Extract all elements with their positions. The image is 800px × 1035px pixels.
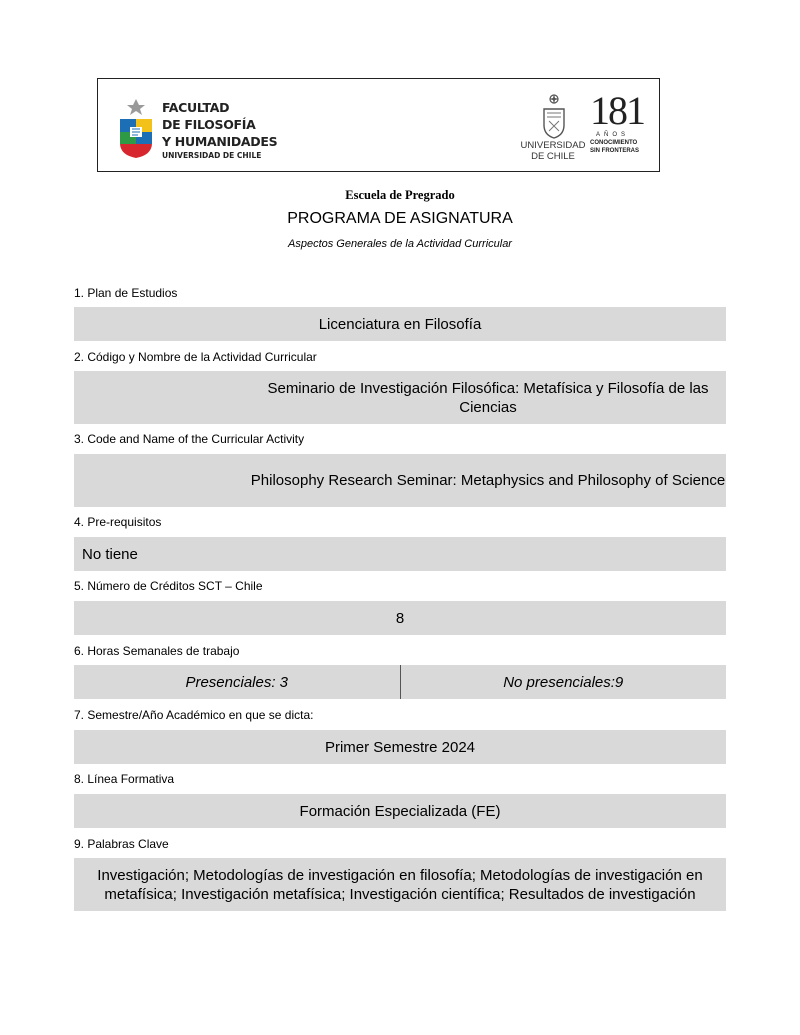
creditos-field [74, 601, 726, 635]
creditos-value: 8 [395, 609, 405, 627]
horas-label: 6. Horas Semanales de trabajo [74, 644, 240, 658]
faculty-logo-line3: Y HUMANIDADES [162, 134, 278, 149]
codigo-label: 2. Código y Nombre de la Actividad Curricular [74, 350, 317, 364]
palabras-value: Investigación; Metodologías de investigación en filosofía; Metodologías de investigación en metafísica; Investigación metafísica; Investigación científica; Resultados de investigación [97, 866, 703, 903]
codigo-field [74, 371, 726, 424]
school-name: Escuela de Pregrado [345, 188, 455, 202]
anniversary-number: 181 [590, 88, 644, 133]
plan-field [74, 307, 726, 341]
prereq-value: No tiene [82, 545, 138, 563]
anniversary-logo [590, 88, 650, 155]
university-logo-line2: DE CHILE [531, 151, 575, 162]
faculty-shield-icon [118, 97, 154, 159]
codigo-value: Seminario de Investigación Filosófica: Metafísica y Filosofía de las Ciencias [267, 379, 709, 416]
plan-label: 1. Plan de Estudios [74, 286, 178, 300]
faculty-logo-line4: UNIVERSIDAD DE CHILE [162, 151, 262, 160]
plan-value: Licenciatura en Filosofía [318, 315, 482, 333]
university-logo-line1: UNIVERSIDAD [520, 140, 586, 151]
semestre-label: 7. Semestre/Año Académico en que se dicta: [74, 708, 314, 722]
linea-label: 8. Línea Formativa [74, 772, 175, 786]
prereq-field [74, 537, 726, 571]
semestre-field [74, 730, 726, 764]
faculty-logo-line1: FACULTAD [162, 100, 230, 115]
faculty-logo [118, 97, 318, 159]
prereq-label: 4. Pre-requisitos [74, 515, 162, 529]
creditos-label: 5. Número de Créditos SCT – Chile [74, 579, 263, 593]
anniversary-years: AÑOS [596, 132, 630, 138]
anniversary-tag1: CONOCIMIENTO [590, 140, 638, 146]
presenciales-value: Presenciales: 3 [185, 673, 289, 691]
semestre-value: Primer Semestre 2024 [324, 738, 476, 756]
faculty-logo-line2: DE FILOSOFÍA [162, 117, 256, 132]
linea-value: Formación Especializada (FE) [299, 802, 501, 820]
palabras-label: 9. Palabras Clave [74, 837, 169, 851]
code-en-field [74, 454, 726, 507]
document-title: PROGRAMA DE ASIGNATURA [287, 210, 513, 227]
code-en-value: Philosophy Research Seminar: Metaphysics and Philosophy of Science [250, 472, 726, 489]
university-crest-icon [541, 93, 567, 139]
university-logo [518, 93, 588, 163]
horas-field [74, 665, 726, 699]
linea-field [74, 794, 726, 828]
anniversary-tag2: SIN FRONTERAS [590, 148, 640, 154]
palabras-field [74, 858, 726, 911]
code-en-label: 3. Code and Name of the Curricular Activity [74, 432, 305, 446]
document-subtitle: Aspectos Generales de la Actividad Curricular [288, 238, 512, 250]
no-presenciales-value: No presenciales:9 [503, 673, 624, 691]
header-logos [97, 78, 660, 172]
